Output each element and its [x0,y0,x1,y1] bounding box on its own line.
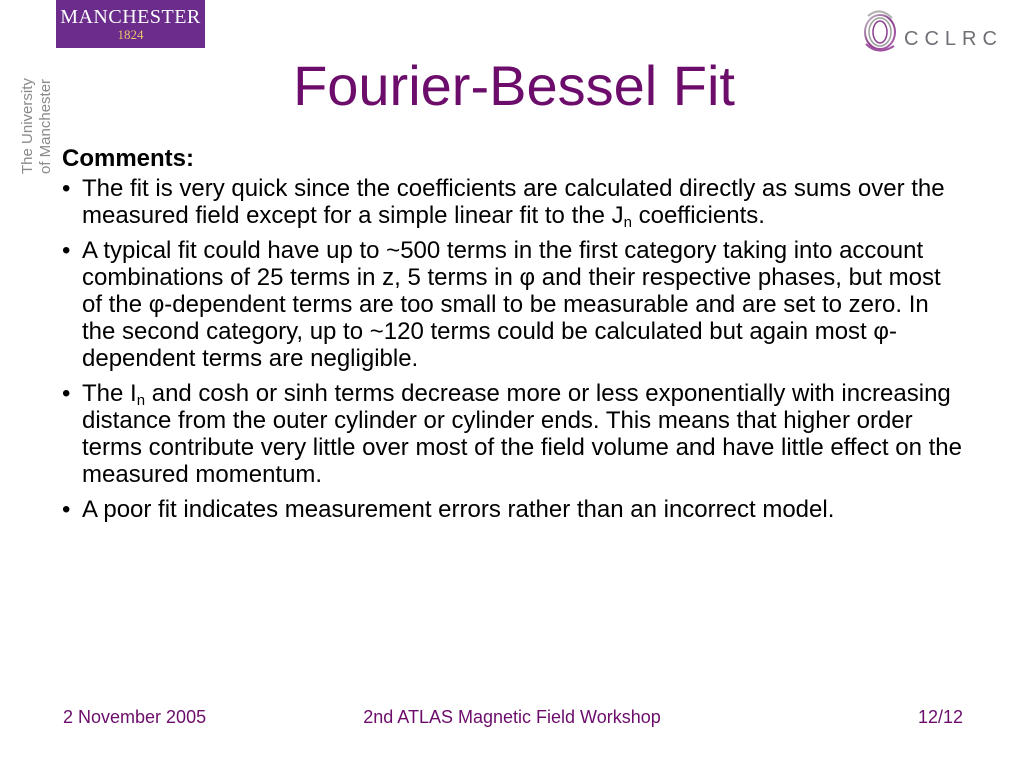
bullet-text: A poor fit indicates measurement errors rather than an incorrect model. [82,496,835,523]
manchester-logo [56,0,205,48]
manchester-logo-name: MANCHESTER [60,6,201,28]
footer-page-number: 12/12 [917,707,963,727]
bullet-text: and cosh or sinh terms decrease more or less exponentially with increasing distance from the outer cylinder or cylinder ends. This means that higher order terms contribute very little over most of the field volume and have little effect on the measured momentum. [82,380,962,488]
university-logo-line1: The University [19,78,36,174]
comment-list [62,175,962,523]
bullet-marker: • [62,175,71,202]
list-item [62,237,962,372]
manchester-logo-year: 1824 [117,27,144,42]
list-item [62,175,962,229]
cclrc-logo-text: CCLRC [904,28,1003,50]
slide-title: Fourier-Bessel Fit [293,54,735,117]
cclrc-swirl-icon [858,4,902,58]
bullet-text: A typical fit could have up to ~500 terms in the first category taking into account combinations of 25 terms in z, 5 terms in φ and their respective phases, but most of the φ-dependent terms are too small to be measurable and are set to zero. In the second category, up to ~120 terms could be calculated but again most φ-dependent terms are negligible. [82,237,941,372]
bullet-marker: • [62,496,71,523]
bullet-subscript: n [623,214,632,231]
comments-heading: Comments: [62,145,195,172]
list-item [62,496,962,523]
cclrc-logo [858,4,1008,58]
bullet-text: The I [82,380,137,407]
university-logo-line2: of Manchester [37,78,54,174]
list-item [62,380,962,488]
bullet-marker: • [62,380,71,407]
footer-date: 2 November 2005 [63,707,207,727]
bullet-text: The fit is very quick since the coefficients are calculated directly as sums over the measured field except for a simple linear fit to the J [82,175,945,229]
bullet-text: coefficients. [631,202,765,229]
footer-event: 2nd ATLAS Magnetic Field Workshop [363,707,661,727]
bullet-marker: • [62,237,71,264]
bullet-subscript: n [136,392,146,409]
slide-body [62,145,962,531]
